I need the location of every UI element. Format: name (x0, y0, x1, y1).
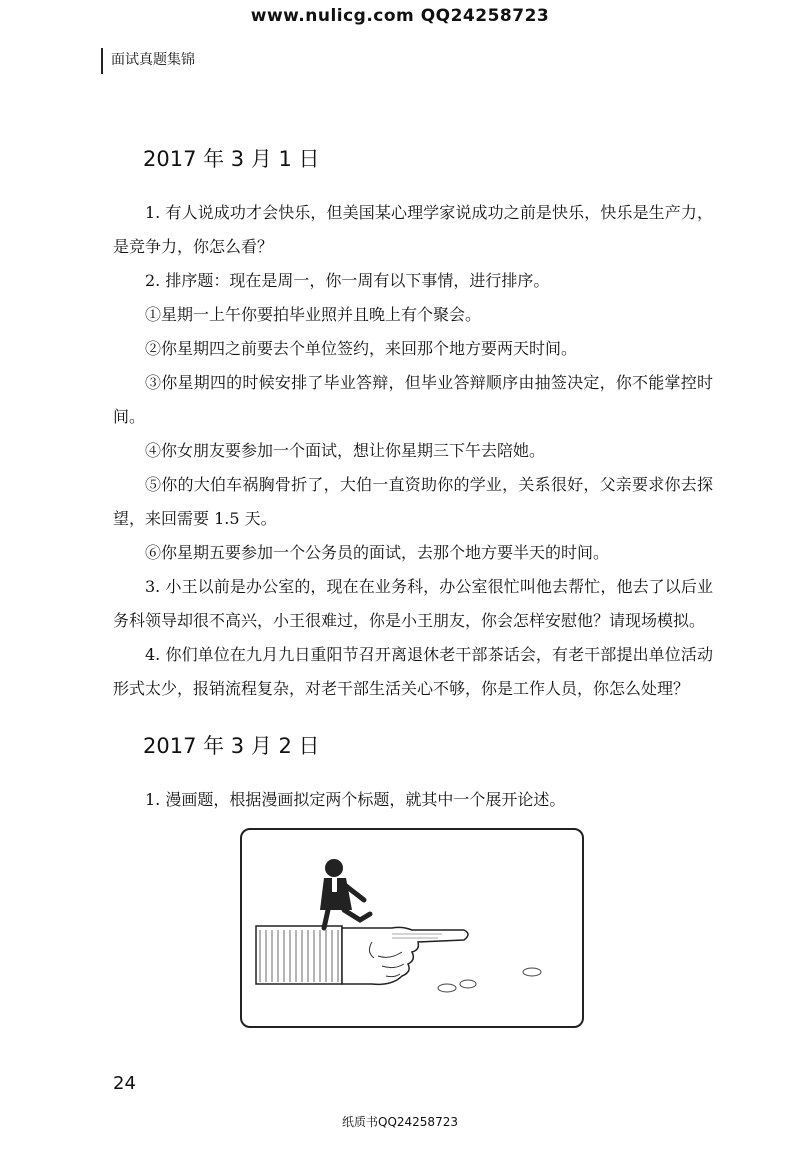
section-date-1: 2017 年 3 月 1 日 (143, 147, 320, 171)
paragraph-text: ⑤你的大伯车祸胸骨折了，大伯一直资助你的学业，关系很好，父亲要求你去探望，来回需要 1.5 天。 (113, 475, 713, 528)
pointing-hand (342, 927, 468, 984)
paragraph (113, 468, 713, 536)
paragraph (113, 196, 713, 264)
cartoon-illustration (240, 828, 584, 1028)
paragraph (113, 570, 713, 638)
paragraph-text: 3. 小王以前是办公室的，现在在业务科，办公室很忙叫他去帮忙，他去了以后业务科领导却很不高兴，小王很难过，你是小王朋友，你会怎样安慰他？请现场模拟。 (113, 577, 713, 630)
page-number: 24 (113, 1073, 136, 1094)
top-watermark: www.nulicg.com QQ24258723 (250, 6, 550, 26)
paragraph (113, 366, 713, 434)
paragraph (113, 434, 713, 468)
section-date-2: 2017 年 3 月 2 日 (143, 734, 320, 758)
paragraph (113, 783, 713, 817)
bottom-watermark: 纸质书QQ24258723 (342, 1115, 458, 1129)
paragraph-text: ③你星期四的时候安排了毕业答辩，但毕业答辩顺序由抽签决定，你不能掌控时间。 (113, 373, 713, 426)
small-man-figure (320, 859, 370, 928)
paragraph (113, 536, 713, 570)
footprints (438, 968, 541, 992)
paragraph (113, 638, 713, 706)
paragraph-text: ④你女朋友要参加一个面试，想让你星期三下午去陪她。 (145, 441, 546, 460)
paragraph (113, 332, 713, 366)
running-head: 面试真题集锦 (101, 48, 195, 74)
paragraph (113, 264, 713, 298)
sleeve (256, 926, 342, 984)
cartoon-drawing (242, 830, 582, 1026)
paragraph-text: 1. 漫画题，根据漫画拟定两个标题，就其中一个展开论述。 (145, 790, 566, 809)
paragraph (113, 298, 713, 332)
paragraph-text: 4. 你们单位在九月九日重阳节召开离退休老干部茶话会，有老干部提出单位活动形式太少，报销流程复杂，对老干部生活关心不够，你是工作人员，你怎么处理？ (113, 645, 713, 698)
paragraph-text: ①星期一上午你要拍毕业照并且晚上有个聚会。 (145, 305, 482, 324)
paragraph-text: 1. 有人说成功才会快乐，但美国某心理学家说成功之前是快乐，快乐是生产力，是竞争力，你怎么看？ (113, 203, 713, 256)
paragraph-text: ⑥你星期五要参加一个公务员的面试，去那个地方要半天的时间。 (145, 543, 610, 562)
paragraph-text: ②你星期四之前要去个单位签约，来回那个地方要两天时间。 (145, 339, 578, 358)
paragraph-text: 2. 排序题：现在是周一，你一周有以下事情，进行排序。 (145, 271, 550, 290)
